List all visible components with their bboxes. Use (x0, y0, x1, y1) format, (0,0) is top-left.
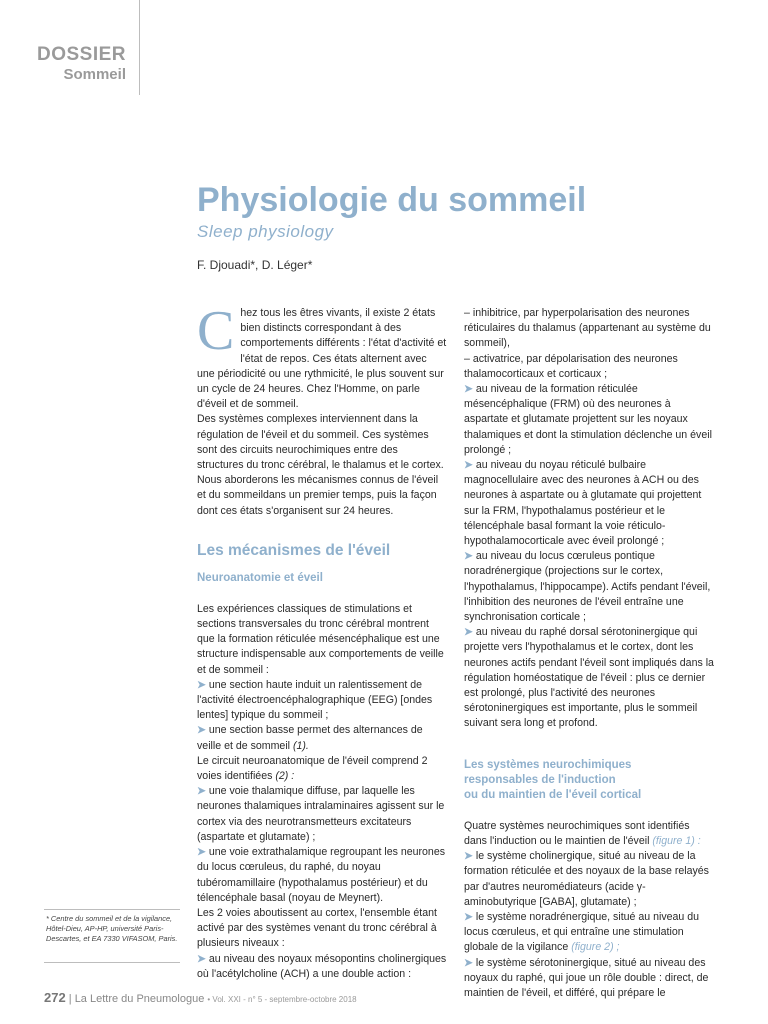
arrow-icon: ➤ (197, 678, 206, 691)
article-authors: F. Djouadi*, D. Léger* (197, 258, 313, 272)
footnote-rule-bottom (44, 962, 180, 963)
arrow-icon: ➤ (197, 952, 206, 965)
subsection-heading: Neuroanatomie et éveil (197, 571, 323, 584)
bullet-item: ➤ au niveau du locus cœruleus pontique noradrénergique (projections sur le cortex, l'hypothalamus, l'hippocampe). Actifs pendant l'éveil, l'inhibition des neurones de l'éveil entraîne une synchronisation corticale ; (464, 550, 711, 624)
arrow-icon: ➤ (464, 383, 473, 396)
right-column (464, 306, 714, 1001)
left-column (197, 300, 447, 982)
section-label: DOSSIER (36, 44, 126, 65)
arrow-icon: ➤ (464, 850, 473, 863)
bullet-item: ➤ au niveau du raphé dorsal sérotoninergique qui projette vers l'hypothalamus et le cortex, dont les neurones actifs pendant l'éveil sont impliqués dans la régulation homéostatique de l'éveil : plus ce dernier est prolongé, plus l'activité des neurones sérotoninergiques est importante, plus le sommeil suivant sera long et profond. (464, 626, 714, 730)
bullet-item: ➤ au niveau des noyaux mésopontins cholinergiques où l'acétylcholine (ACH) a une double action : (197, 952, 447, 980)
arrow-icon: ➤ (197, 724, 206, 737)
subsection-heading: Les systèmes neurochimiques responsables de l'induction ou du maintien de l'éveil cortical (464, 758, 642, 801)
intro-paragraph: Chez tous les êtres vivants, il existe 2 états bien distincts correspondant à des comportements différents : l'état d'activité et l'état de repos. Ces états alternent avec une périodicité ou une rythmicité, le plus souvent sur un cycle de 24 heures. Chez l'Homme, on parle d'éveil et de sommeil. (197, 300, 447, 411)
arrow-icon: ➤ (464, 956, 473, 969)
article-subtitle: Sleep physiology (197, 222, 334, 241)
dash-item: – activatrice, par dépolarisation des neurones thalamocorticaux et corticaux ; (464, 352, 678, 380)
intro-paragraph-2: Des systèmes complexes interviennent dans la régulation de l'éveil et du sommeil. Ces systèmes sont des circuits neurochimiques entre des structures du tronc cérébral, le thalamus et le cortex. Nous aborderons les mécanismes connus de l'éveil et du sommeildans un premier temps, puis la façon dont ces états s'organisent sur 24 heures. (197, 413, 444, 517)
bullet-item: ➤ au niveau du noyau réticulé bulbaire magnocellulaire avec des neurones à ACH ou des neurones à aspartate ou à glutamate qui projettent sur la FRM, l'hypothalamus postérieur et le télencéphale basal formant la voie réticulo-hypothalamocorticale avec éveil prolongé ; (464, 459, 702, 548)
bullet-item: ➤ le système sérotoninergique, situé au niveau des noyaux du raphé, qui joue un rôle double : direct, de maintien de l'éveil, et différé, qui prépare le (464, 956, 709, 999)
bullet-item: ➤ au niveau de la formation réticulée mésencéphalique (FRM) où des neurones à aspartate et glutamate projettent sur les noyaux thalamiques et dont la stimulation déclenche un éveil prolongé ; (464, 383, 712, 456)
topic-label: Sommeil (63, 66, 126, 83)
reference: (1). (292, 739, 309, 752)
page-footer (44, 990, 357, 1005)
page-number: 272 (44, 990, 66, 1005)
footer-separator: | (68, 993, 72, 1005)
body-paragraph: Les expériences classiques de stimulations et sections transversales du tronc cérébral montrent que la formation réticulée mésencéphalique est une structure indispensable aux comportements de veille et de sommeil : (197, 602, 444, 676)
arrow-icon: ➤ (464, 910, 473, 923)
article-title: Physiologie du sommeil (197, 181, 587, 219)
footnote: * Centre du sommeil et de la vigilance, Hôtel-Dieu, AP-HP, université Paris-Descartes, et EA 7330 VIFASOM, Paris. (46, 914, 178, 943)
arrow-icon: ➤ (197, 785, 206, 798)
bullet-item: ➤ une voie extrathalamique regroupant les neurones du locus cœruleus, du raphé, du noyau tubéromamillaire (hypothalamus postérieur) et du télencéphale basal (noyau de Meynert). (197, 846, 446, 904)
figure-reference[interactable]: (figure 2) ; (571, 941, 620, 954)
body-paragraph: Le circuit neuroanatomique de l'éveil comprend 2 voies identifiées (2) : (197, 754, 428, 783)
bullet-item: ➤ une voie thalamique diffuse, par laquelle les neurones thalamiques intralaminaires agissent sur le cortex via des neurotransmetteurs excitateurs (aspartate et glutamate) ; (197, 785, 445, 843)
header-divider (139, 0, 140, 95)
journal-name: La Lettre du Pneumologue (74, 993, 205, 1005)
reference: (2) : (275, 770, 295, 783)
bullet-item: ➤ le système noradrénergique, situé au niveau du locus cœruleus, et qui entraîne une stimulation globale de la vigilance (figure 2) ; (464, 910, 700, 954)
body-paragraph: Quatre systèmes neurochimiques sont identifiés dans l'induction ou le maintien de l'éveil (figure 1) : (464, 819, 701, 847)
arrow-icon: ➤ (464, 459, 473, 472)
bullet-item: ➤ une section basse permet des alternances de veille et de sommeil (1). (197, 724, 423, 752)
footnote-rule-top (44, 909, 180, 910)
bullet-item: ➤ le système cholinergique, situé au niveau de la formation réticulée et des noyaux de la base relayés par d'autres neuromédiateurs (acide γ-aminobutyrique [GABA], glutamate) ; (464, 850, 709, 908)
arrow-icon: ➤ (464, 626, 473, 639)
section-heading: Les mécanismes de l'éveil (197, 541, 391, 559)
body-paragraph: Les 2 voies aboutissent au cortex, l'ensemble étant activé par des systèmes venant du tronc cérébral à plusieurs niveaux : (197, 906, 437, 950)
arrow-icon: ➤ (197, 846, 206, 859)
issue-meta: • Vol. XXI - n° 5 - septembre-octobre 2018 (207, 995, 357, 1004)
arrow-icon: ➤ (464, 550, 473, 563)
dash-item: – inhibitrice, par hyperpolarisation des neurones réticulaires du thalamus (appartenant au système du sommeil), (464, 307, 711, 350)
drop-cap: C (197, 300, 235, 362)
bullet-item: ➤ une section haute induit un ralentissement de l'activité électroencéphalographique (EEG) [ondes lentes] typique du sommeil ; (197, 678, 433, 722)
dossier-label (30, 44, 126, 84)
figure-reference[interactable]: (figure 1) : (652, 834, 701, 847)
